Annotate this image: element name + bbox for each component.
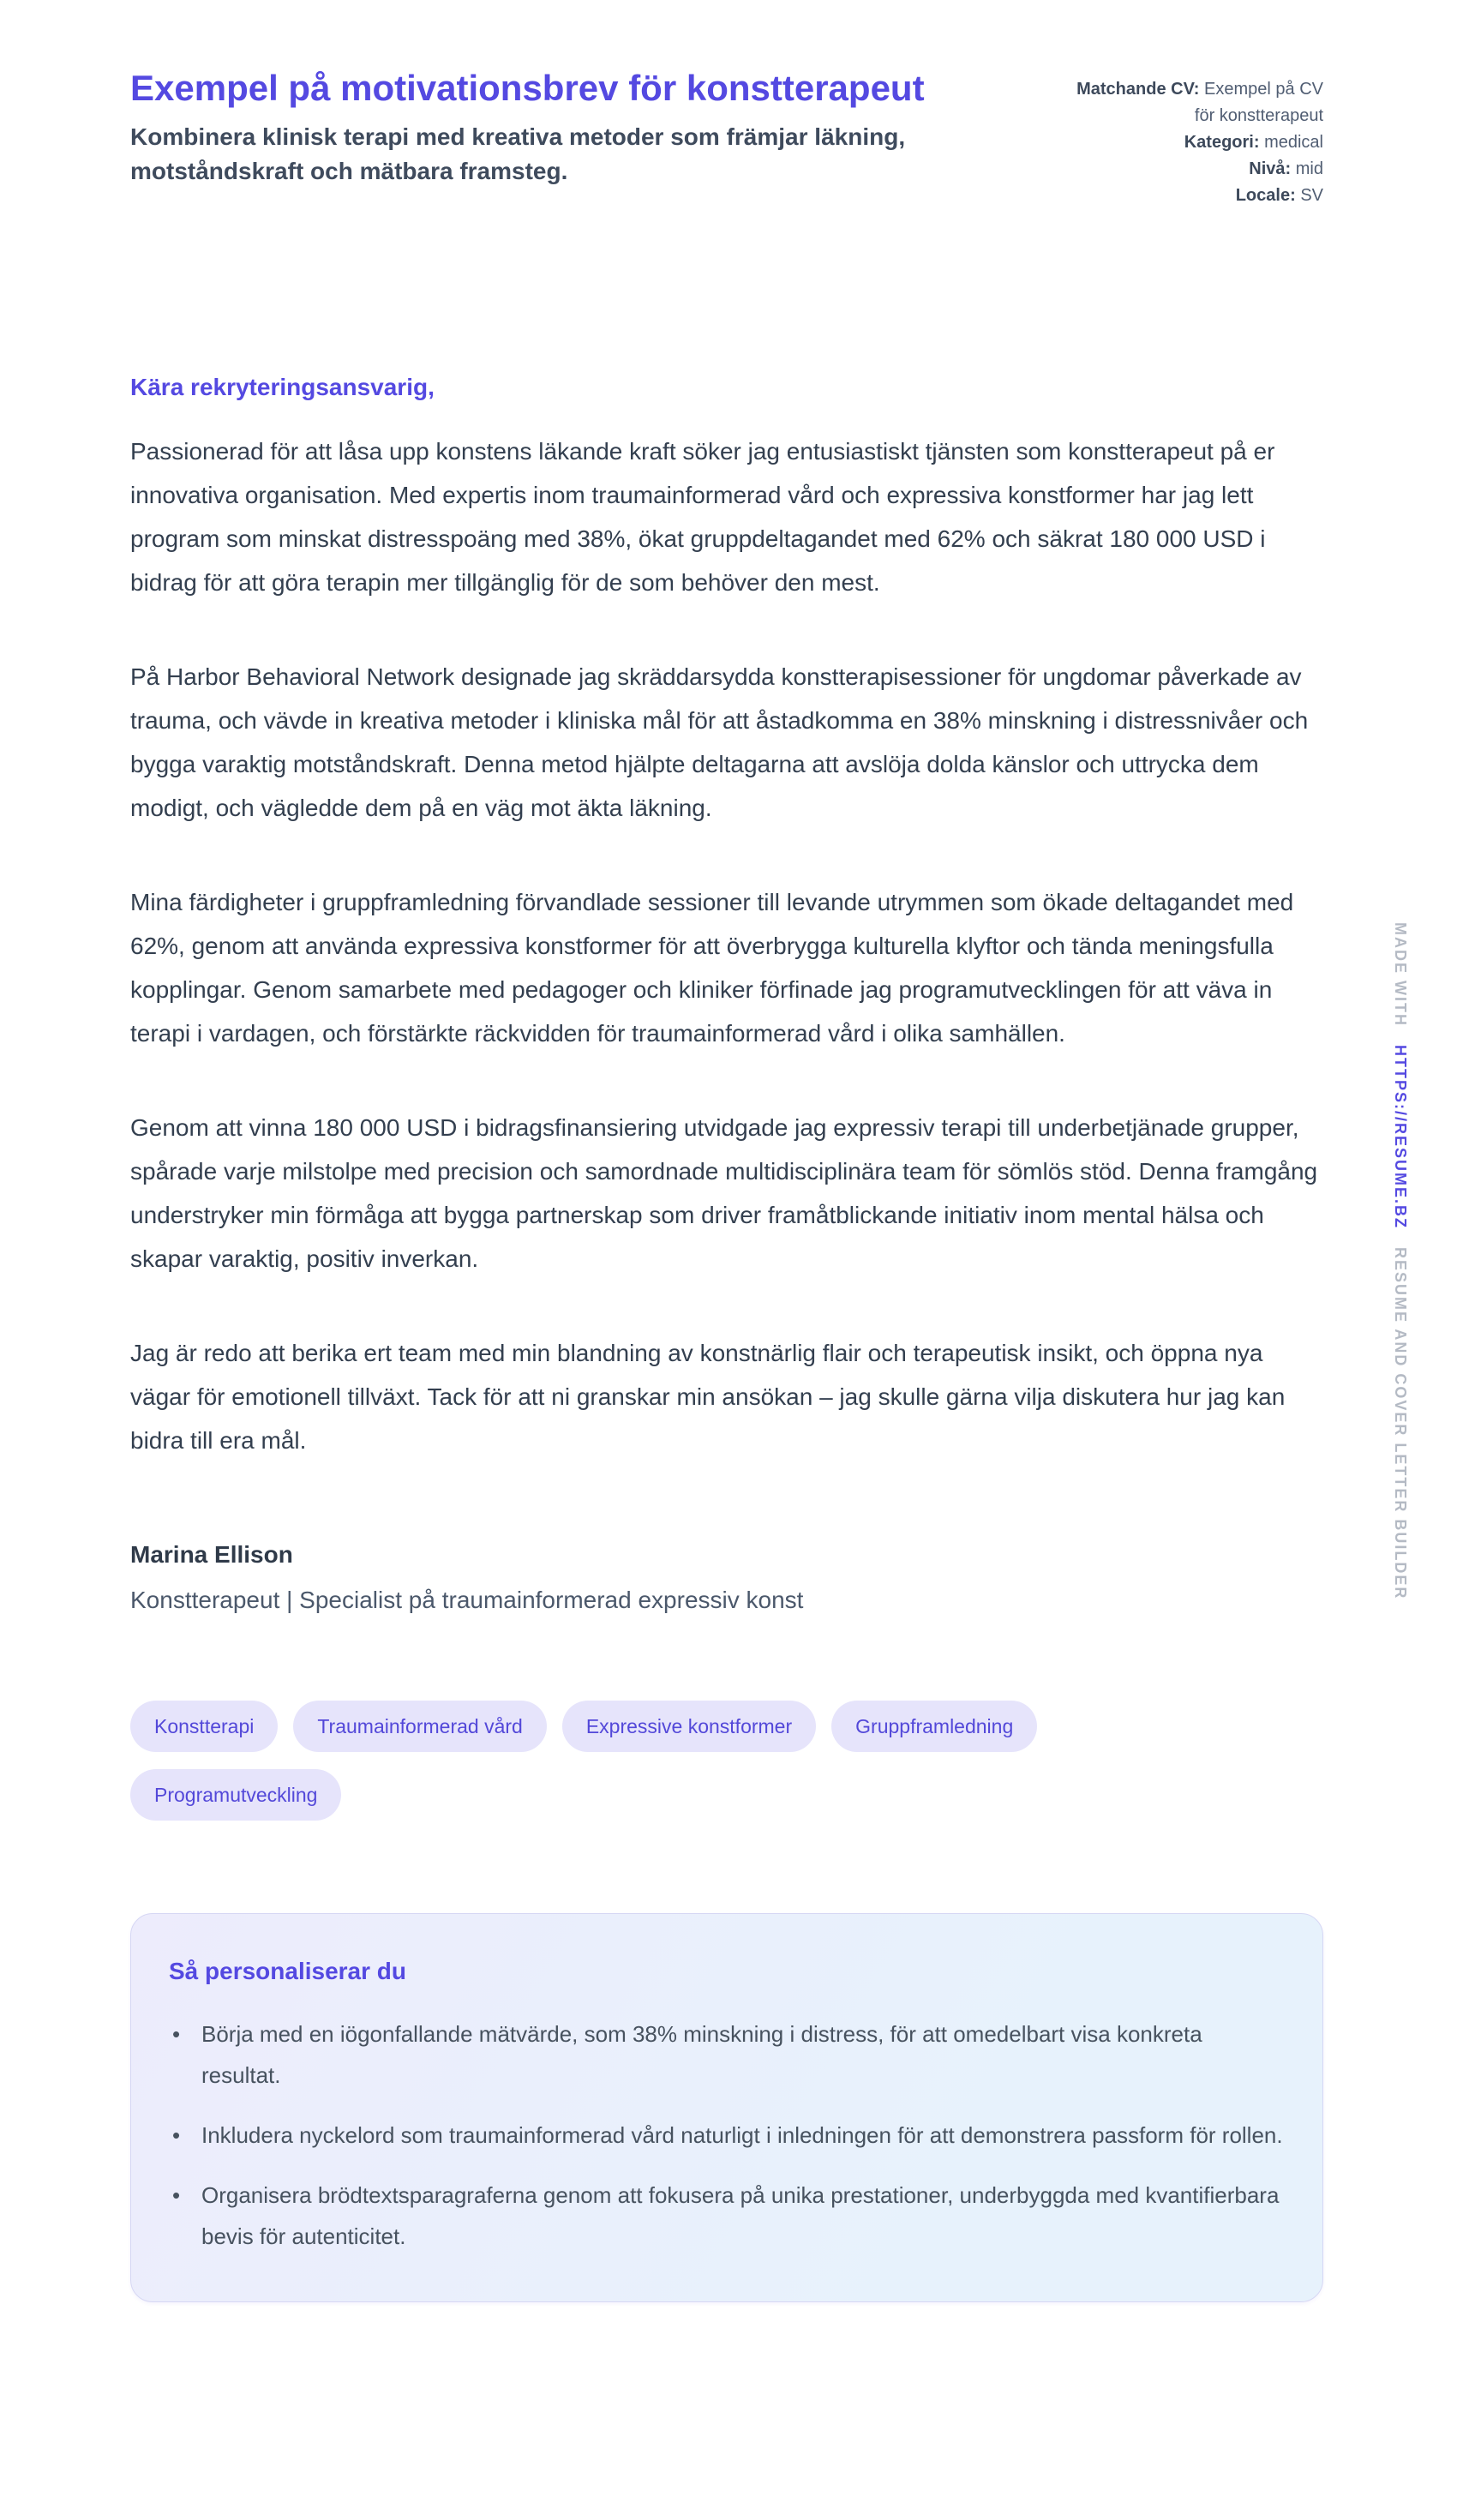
tag-chip-gruppframledning[interactable]: Gruppframledning	[831, 1701, 1037, 1752]
meta-label: Matchande CV:	[1076, 80, 1200, 99]
made-with-ribbon	[1391, 922, 1409, 1599]
meta-category	[1056, 129, 1323, 156]
tag-chip-expressive-konstformer[interactable]: Expressive konstformer	[562, 1701, 816, 1752]
meta-label: Nivå:	[1249, 159, 1292, 178]
meta-matching-cv	[1056, 76, 1323, 129]
meta-value: medical	[1264, 133, 1323, 152]
tag-chip-konstterapi[interactable]: Konstterapi	[130, 1701, 278, 1752]
letter-paragraph: Passionerad för att låsa upp konstens läkande kraft söker jag entusiastiskt tjänsten som konstterapeut på er innovativa organisation. Med expertis inom traumainformerad vård och expressiva konstformer har jag lett program som minskat distresspoäng med 38%, ökat gruppdeltagandet med 62% och säkrat 180 000 USD i bidrag för att göra terapin mer tillgänglig för de som behöver den mest.	[130, 438, 1275, 596]
meta-label: Locale:	[1235, 186, 1296, 205]
page-subtitle: Kombinera klinisk terapi med kreativa metoder som främjar läkning, motståndskraft och mätbara framsteg.	[130, 123, 906, 184]
signature-name: Marina Ellison	[130, 1541, 293, 1568]
letter-greeting: Kära rekryteringsansvarig,	[130, 374, 435, 400]
tag-chip-programutveckling[interactable]: Programutveckling	[130, 1769, 341, 1821]
letter-paragraph: Genom att vinna 180 000 USD i bidragsfinansiering utvidgade jag expressiv terapi till underbetjänade grupper, spårade varje milstolpe med precision och samordnade multidisciplinära team för sömlös stöd. Denna framgång understryker min förmåga att bygga partnerskap som driver framåtblickande initiativ inom mental hälsa och skapar varaktig, positiv inverkan.	[130, 1114, 1318, 1272]
header-title-block	[130, 64, 1056, 189]
signature-role: Konstterapeut | Specialist på traumainformerad expressiv konst	[130, 1587, 804, 1613]
letter-paragraph: Mina färdigheter i gruppframledning förvandlade sessioner till levande utrymmen som ökade deltagandet med 62%, genom att använda expressiva konstformer för att överbrygga kulturella klyftor och tända meningsfulla kopplingar. Genom samarbete med pedagoger och kliniker förfinade jag programutvecklingen för att väva in terapi i vardagen, och förstärkte räckvidden för traumainformerad vård i olika samhällen.	[130, 889, 1294, 1047]
tips-title: Så personaliserar du	[169, 1958, 407, 1984]
tips-item: • Inkludera nyckelord som traumainformerad vård naturligt i inledningen för att demonstrera passform för rollen.	[169, 2115, 1283, 2156]
letter-body	[130, 365, 1323, 1622]
tips-item: • Organisera brödtextsparagraferna genom att fokusera på unika prestationer, underbyggda med kvantifierbara bevis för autenticitet.	[169, 2175, 1283, 2257]
meta-locale	[1056, 183, 1323, 209]
page-title: Exempel på motivationsbrev för konstterapeut	[130, 68, 925, 108]
ribbon-suffix: RESUME AND COVER LETTER BUILDER	[1392, 1247, 1409, 1600]
ribbon-prefix: MADE WITH	[1392, 922, 1409, 1027]
tag-chip-traumainformerad-vard[interactable]: Traumainformerad vård	[293, 1701, 546, 1752]
page-header	[130, 64, 1323, 209]
meta-level	[1056, 156, 1323, 183]
personalization-tips-callout	[130, 1913, 1323, 2302]
meta-value: SV	[1300, 186, 1323, 205]
letter-paragraph: På Harbor Behavioral Network designade jag skräddarsydda konstterapisessioner för ungdomar påverkade av trauma, och vävde in kreativa metoder i kliniska mål för att åstadkomma en 38% minskning i distressnivåer och bygga varaktig motståndskraft. Denna metod hjälpte deltagarna att avslöja dolda känslor och uttrycka dem modigt, och vägledde dem på en väg mot äkta läkning.	[130, 663, 1309, 821]
meta-label: Kategori:	[1184, 133, 1260, 152]
signature-block	[130, 1533, 1323, 1622]
meta-panel	[1056, 76, 1323, 209]
letter-paragraph: Jag är redo att berika ert team med min blandning av konstnärlig flair och terapeutisk insikt, och öppna nya vägar för emotionell tillväxt. Tack för att ni granskar min ansökan – jag skulle gärna vilja diskutera hur jag kan bidra till era mål.	[130, 1340, 1286, 1454]
main-content	[130, 64, 1323, 2302]
resume-bz-link[interactable]: HTTPS://RESUME.BZ	[1392, 1045, 1409, 1230]
meta-value: Exempel på CV för konstterapeut	[1194, 80, 1323, 125]
tips-list	[169, 2013, 1283, 2257]
tag-list	[130, 1701, 1167, 1821]
tips-item: • Börja med en iögonfallande mätvärde, som 38% minskning i distress, för att omedelbart visa konkreta resultat.	[169, 2013, 1283, 2096]
meta-value: mid	[1295, 159, 1323, 178]
